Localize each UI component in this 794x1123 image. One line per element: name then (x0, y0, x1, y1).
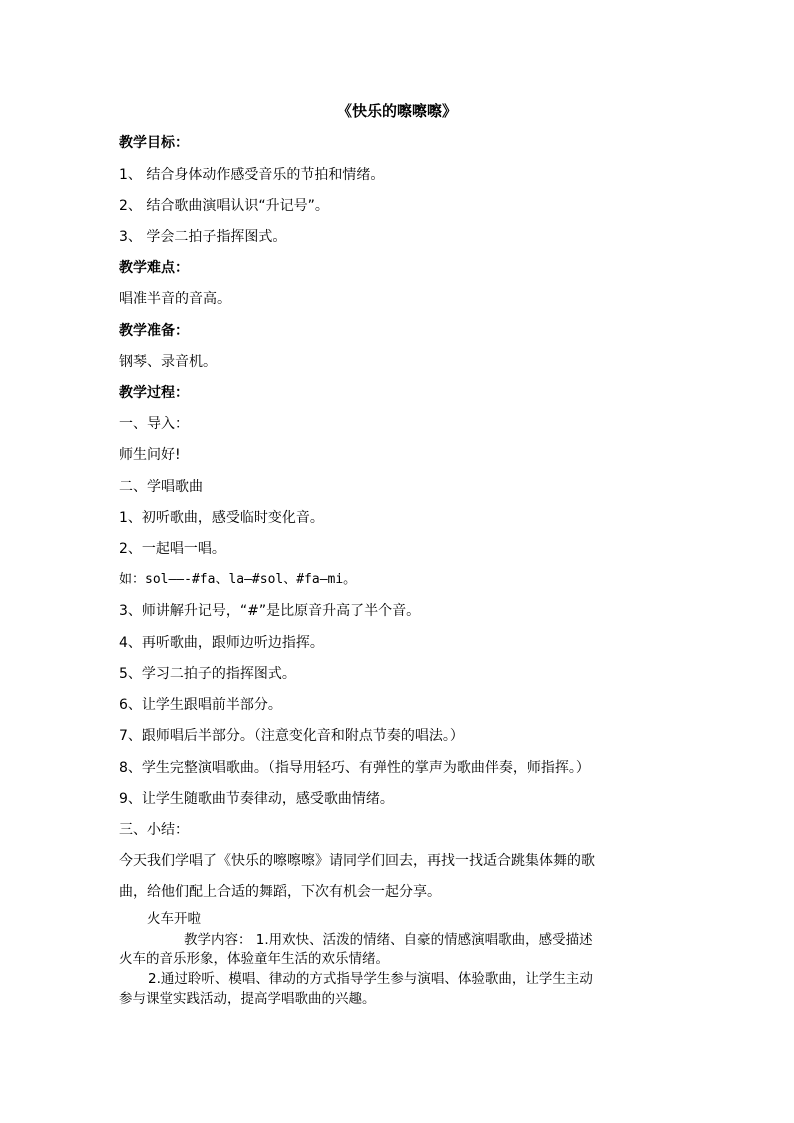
difficulty-heading: 教学难点： (119, 260, 189, 276)
learn-song-section: 二、学唱歌曲 (119, 479, 203, 495)
process-heading: 教学过程： (119, 385, 189, 401)
preparation-item-1: 钢琴、录音机。 (119, 354, 217, 370)
process-step-6: 6、让学生跟唱前半部分。 (119, 697, 282, 713)
appendix-content-line-4: 参与课堂实践活动，提高学唱歌曲的兴趣。 (119, 991, 376, 1007)
process-step-7: 7、跟师唱后半部分。（注意变化音和附点节奏的唱法。） (119, 728, 464, 744)
appendix-content-line-1: 教学内容： 1.用欢快、活泼的情绪、自豪的情感演唱歌曲，感受描述 (184, 932, 593, 948)
appendix-content-line-3: 2.通过聆听、模唱、律动的方式指导学生参与演唱、体验歌曲，让学生主动 (148, 971, 593, 987)
summary-section: 三、小结： (119, 822, 189, 838)
process-step-1: 1、初听歌曲，感受临时变化音。 (119, 510, 324, 526)
summary-line-2: 曲，给他们配上合适的舞蹈，下次有机会一起分享。 (119, 884, 441, 900)
process-step-2: 2、一起唱一唱。 (119, 541, 226, 557)
goal-item-2: 2、 结合歌曲演唱认识“升记号”。 (119, 198, 329, 214)
goal-item-3: 3、 学会二拍子指挥图式。 (119, 229, 287, 245)
process-step-8: 8、学生完整演唱歌曲。（指导用轻巧、有弹性的掌声为歌曲伴奏，师指挥。） (119, 760, 590, 776)
process-step-9: 9、让学生随歌曲节奏律动，感受歌曲情绪。 (119, 791, 394, 807)
intro-section: 一、导入： (119, 416, 189, 432)
goal-heading: 教学目标： (119, 135, 189, 151)
appendix-content-line-2: 火车的音乐形象，体验童年生活的欢乐情绪。 (119, 951, 389, 967)
document-title: 《快乐的嚓嚓嚓》 (336, 102, 457, 120)
appendix-title: 火车开啦 (147, 911, 201, 927)
preparation-heading: 教学准备： (119, 323, 189, 339)
difficulty-item-1: 唱准半音的音高。 (119, 291, 231, 307)
process-step-5: 5、学习二拍子的指挥图式。 (119, 666, 296, 682)
process-step-3: 3、师讲解升记号，“#”是比原音升高了半个音。 (119, 603, 421, 619)
goal-item-1: 1、 结合身体动作感受音乐的节拍和情绪。 (119, 167, 385, 183)
summary-line-1: 今天我们学唱了《快乐的嚓嚓嚓》请同学们回去，再找一找适合跳集体舞的歌 (119, 853, 595, 869)
pitch-example: 如：sol——-#fa、la—#sol、#fa—mi。 (119, 572, 357, 587)
greeting-text: 师生问好! (119, 447, 181, 463)
process-step-4: 4、再听歌曲，跟师边听边指挥。 (119, 635, 324, 651)
